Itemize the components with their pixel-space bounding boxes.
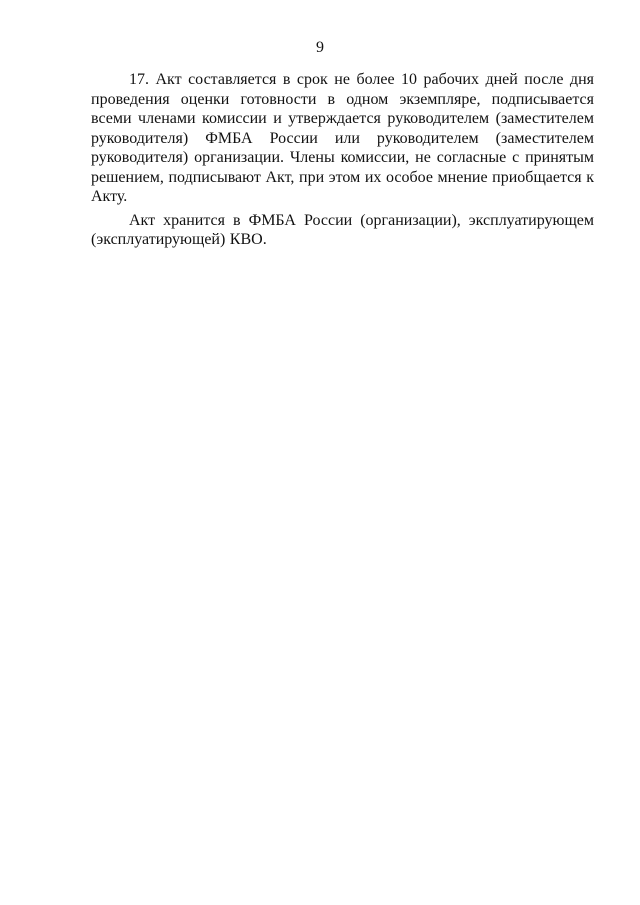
page-number: 9 xyxy=(316,39,324,56)
document-body xyxy=(91,70,594,254)
paragraph-act-preparation: 17. Акт составляется в срок не более 10 рабочих дней после дня проведения оценки готовности в одном экземпляре, подписывается всеми членами комиссии и утверждается руководителем (заместителем руководителя) ФМБА России или руководителем (заместителем руководителя) организации. Члены комиссии, не согласные с принятым решением, подписывают Акт, при этом их особое мнение приобщается к Акту. xyxy=(91,71,594,205)
paragraph-act-storage: Акт хранится в ФМБА России (организации), эксплуатирующем (эксплуатирующей) КВО. xyxy=(91,211,594,248)
